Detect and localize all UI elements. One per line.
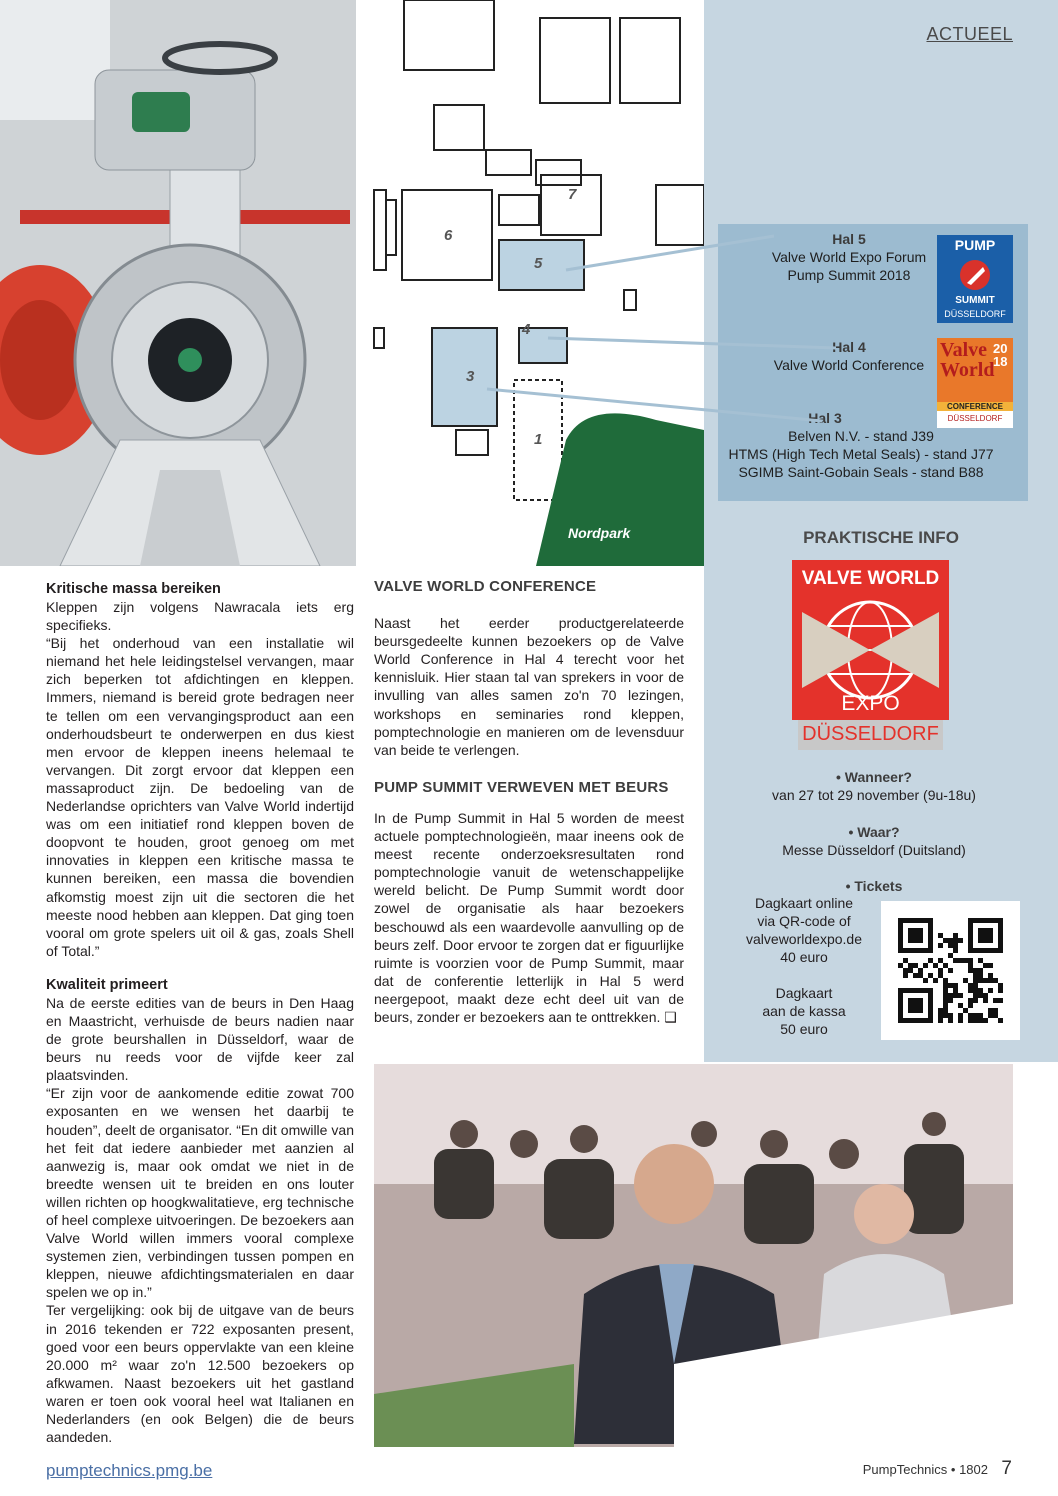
article-column-2 — [374, 578, 684, 1026]
info-where — [704, 823, 1044, 859]
conf-logo-sub1: CONFERENCE — [937, 402, 1013, 411]
tickets-line: aan de kassa — [762, 1003, 846, 1019]
nordpark-label: Nordpark — [568, 525, 631, 541]
paragraph: Naast het eerder productgerelateerde beursgedeelte kunnen bezoekers op de Valve World Conference in Hal 4 terecht voor het kennisluik. Hier staan tal van sprekers in voor de invulling van alles samen zo'n 70 lezingen, workshops en seminaries rond kleppen, pomptechnologie en manieren om de levensduur van beide te verlengen. — [374, 615, 684, 758]
hall-4-line: Valve World Conference — [773, 357, 925, 373]
conf-logo-title2: World — [940, 359, 995, 381]
article-column-1 — [46, 580, 354, 1446]
hall-1-label: 1 — [534, 431, 543, 448]
heading-kritische-massa: Kritische massa bereiken — [46, 581, 221, 597]
paragraph: Ter vergelijking: ook bij de uitgave van de beurs in 2016 tekenden er 722 exposanten present, goed voor een beurs oppervlakte van een kleine 20.000 m² waar zo'n 12.500 bezoekers op afkwamen. Naast bezoekers uit het gastland waren er toen ook vooral heel wat Italianen en Nederlanders (en ook Belgen) die de beurs aandeden. — [46, 1302, 354, 1446]
conf-logo-year: 2018 — [993, 341, 1008, 369]
tickets-line: Dagkaart online — [754, 895, 854, 911]
info-where-label: • Waar? — [848, 824, 900, 840]
expo-logo-bottom: DÜSSELDORF — [802, 723, 939, 745]
tickets-line: via QR-code of — [757, 913, 851, 929]
conf-logo-sub2: DÜSSELDORF — [947, 414, 1003, 423]
info-when-label: • Wanneer? — [836, 769, 912, 785]
info-when — [704, 768, 1044, 804]
info-when-value: van 27 tot 29 november (9u-18u) — [772, 787, 976, 803]
heading-kwaliteit: Kwaliteit primeert — [46, 976, 168, 993]
pump-summit-logo-bottom: DÜSSELDORF — [944, 309, 1006, 319]
paragraph: Kleppen zijn volgens Nawracala iets erg specifieks. — [46, 599, 354, 634]
end-mark-icon: ❑ — [664, 1008, 677, 1025]
hall-5-name: Hal 5 — [832, 231, 866, 247]
hall-7-label: 7 — [568, 186, 577, 203]
hall-3-name: Hal 3 — [808, 410, 842, 426]
conf-logo-title1: Valve — [940, 339, 988, 361]
hall-5-line: Pump Summit 2018 — [787, 267, 911, 283]
expo-logo-top: VALVE WORLD — [801, 568, 940, 589]
valve-world-expo-logo — [792, 560, 949, 752]
hall-5-line: Valve World Expo Forum — [771, 249, 927, 265]
pump-summit-logo-top: PUMP — [954, 237, 996, 253]
hall-4-label: 4 — [522, 321, 531, 338]
paragraph-text: In de Pump Summit in Hal 5 worden de meest actuele pomptechnologieën, maar ineens ook de meest recente onderzoeksresultaten rond pomptechnologie vanuit de wetenschappelijke wereld belicht. De Pump Summit wordt door zowel de organisatie als haar bezoekers beschouwd als een waardevolle aanvulling op de beurs zelf. Door ervoor te zorgen dat er figuurlijke ruimte is voorzien voor de Pump Summit, maar dat de conferentie letterlijk in Hal 5 werd neergepoot, maakt deze echt deel uit van de beurs, zonder er bezoekers aan te onttrekken. — [374, 809, 684, 1025]
tickets-line: Dagkaart — [775, 985, 833, 1001]
hall-3-line: SGIMB Saint-Gobain Seals - stand B88 — [738, 464, 984, 480]
paragraph — [374, 809, 684, 1026]
page-number: 7 — [1001, 1458, 1012, 1479]
paragraph: “Bij het onderhoud van een installatie wil niemand het hele leidingstelsel vervangen, maar zich beperken tot afdichtingen en kleppen. Immers, niemand is bereid grote bedragen neer te tellen om een vervangingsproduct aan een onderhoudsbeurt te onderwerpen en dus kiest men ervoor de kleppen ineens helemaal te vervangen. Dit zorgt ervoor dat kleppen een massaproduct zijn. De bedoeling van de Nederlandse oprichters van Valve World indertijd was om een initiatief rond kleppen boven de doopvont te houden, groot genoeg om met innovaties in kleppen een kritische massa te kunnen bereiken, een massa die bovendien afkomstig moest zijn uit die sectoren die het meeste nood hebben aan kleppen. Dat ging toen vooral om grote spelers uit oil & gas, zoals Shell of Total.” — [46, 635, 354, 959]
info-tickets — [704, 877, 1044, 895]
heading-pump-summit: PUMP SUMMIT VERWEVEN MET BEURS — [374, 778, 669, 796]
section-label: ACTUEEL — [926, 24, 1013, 44]
hall-3-label: 3 — [466, 368, 475, 385]
tickets-line: valveworldexpo.de — [746, 931, 862, 947]
qr-code[interactable] — [881, 901, 1020, 1040]
qr-code-icon — [881, 901, 1020, 1040]
footer-website-link[interactable]: pumptechnics.pmg.be — [46, 1461, 213, 1480]
pump-summit-logo-middle: SUMMIT — [955, 295, 995, 306]
info-tickets-label: • Tickets — [845, 878, 903, 894]
info-where-value: Messe Düsseldorf (Duitsland) — [782, 842, 966, 858]
practical-info-title: PRAKTISCHE INFO — [803, 528, 959, 547]
tickets-details — [738, 894, 870, 1038]
expo-logo-mid: EXPO — [841, 692, 900, 715]
tickets-line: 50 euro — [780, 1021, 828, 1037]
hall-6-label: 6 — [444, 227, 453, 244]
paragraph: Na de eerste edities van de beurs in Den Haag en Maastricht, verhuisde de beurs nadien naar de grote beurshallen in Düsseldorf, waar de beurs nu reeds voor de vijfde keer zal plaatsvinden. — [46, 994, 354, 1084]
tickets-line: 40 euro — [780, 949, 828, 965]
hall-4-name: Hal 4 — [832, 339, 866, 355]
conference-audience-photo — [374, 1064, 1013, 1447]
heading-valve-world-conference: VALVE WORLD CONFERENCE — [374, 578, 597, 595]
hall-3-line: Belven N.V. - stand J39 — [788, 428, 934, 444]
hall-5-label: 5 — [534, 255, 543, 272]
paragraph: “Er zijn voor de aankomende editie zowat 700 exposanten en we wensen het daarbij te houden”, deelt de organisator. “En dit omwille van het feit dat iedere aanbieder met aanzien al aanwezig is, maar ook omdat we niet in de breedte wensen uit te breiden en ons louter willen richten op hoogkwalitatieve, erg technische of heel complexe uitvoeringen. De bezoekers aan Valve World willen immers vooral complexe systemen zien, verbindingen tussen pompen en kleppen, nieuwe afdichtingsmaterialen en daar spelen we op in.” — [46, 1085, 354, 1301]
footer-publication: PumpTechnics • 1802 — [862, 1462, 988, 1477]
map-connector-lines — [0, 0, 1058, 566]
hall-3-line: HTMS (High Tech Metal Seals) - stand J77 — [728, 446, 994, 462]
